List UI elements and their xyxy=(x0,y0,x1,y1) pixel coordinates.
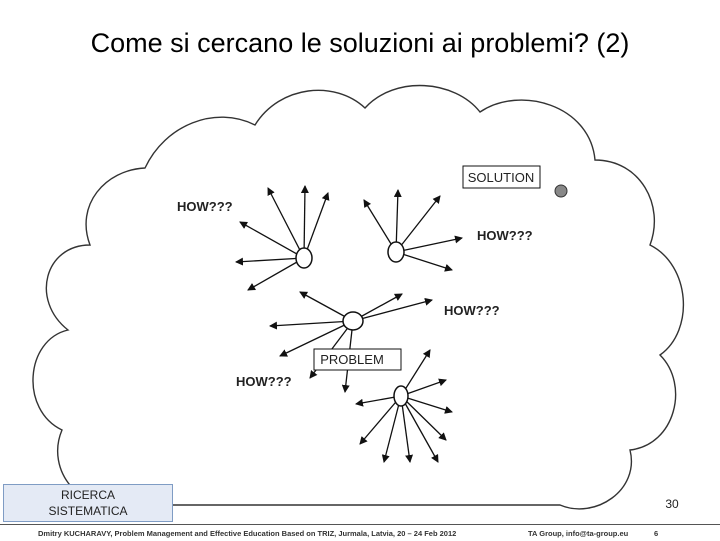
how-label-top-right: HOW??? xyxy=(477,228,533,243)
direction-arrow xyxy=(353,300,432,321)
slide-page-number: 30 xyxy=(665,497,679,511)
search-node-center xyxy=(343,312,363,330)
solution-label: SOLUTION xyxy=(467,170,535,185)
footer-contact: TA Group, info@ta-group.eu xyxy=(528,529,629,538)
search-node-left xyxy=(296,248,312,268)
direction-arrow xyxy=(248,258,304,290)
badge-line-1: RICERCA xyxy=(60,488,115,502)
problem-label: PROBLEM xyxy=(320,352,384,367)
how-label-middle-right: HOW??? xyxy=(444,303,500,318)
slide-title: Come si cercano le soluzioni ai problemi? (2) xyxy=(90,28,630,58)
footer-bar xyxy=(0,524,720,541)
direction-arrow xyxy=(304,186,305,258)
footer-page-number: 6 xyxy=(654,529,659,538)
thought-cloud xyxy=(33,86,683,509)
search-node-bottom xyxy=(394,386,408,406)
direction-arrow xyxy=(270,321,353,326)
ricerca-sistematica-badge xyxy=(3,484,173,522)
search-node-right xyxy=(388,242,404,262)
how-label-top-left: HOW??? xyxy=(177,199,233,214)
badge-line-2: SISTEMATICA xyxy=(48,504,128,518)
how-label-bottom-left: HOW??? xyxy=(236,374,292,389)
footer-citation: Dmitry KUCHARAVY, Problem Management and Effective Education Based on TRIZ, Jurmala, Latvia, 20 – 24 Feb 2012 xyxy=(38,529,457,538)
solution-point xyxy=(555,185,567,197)
direction-arrow xyxy=(236,258,304,262)
